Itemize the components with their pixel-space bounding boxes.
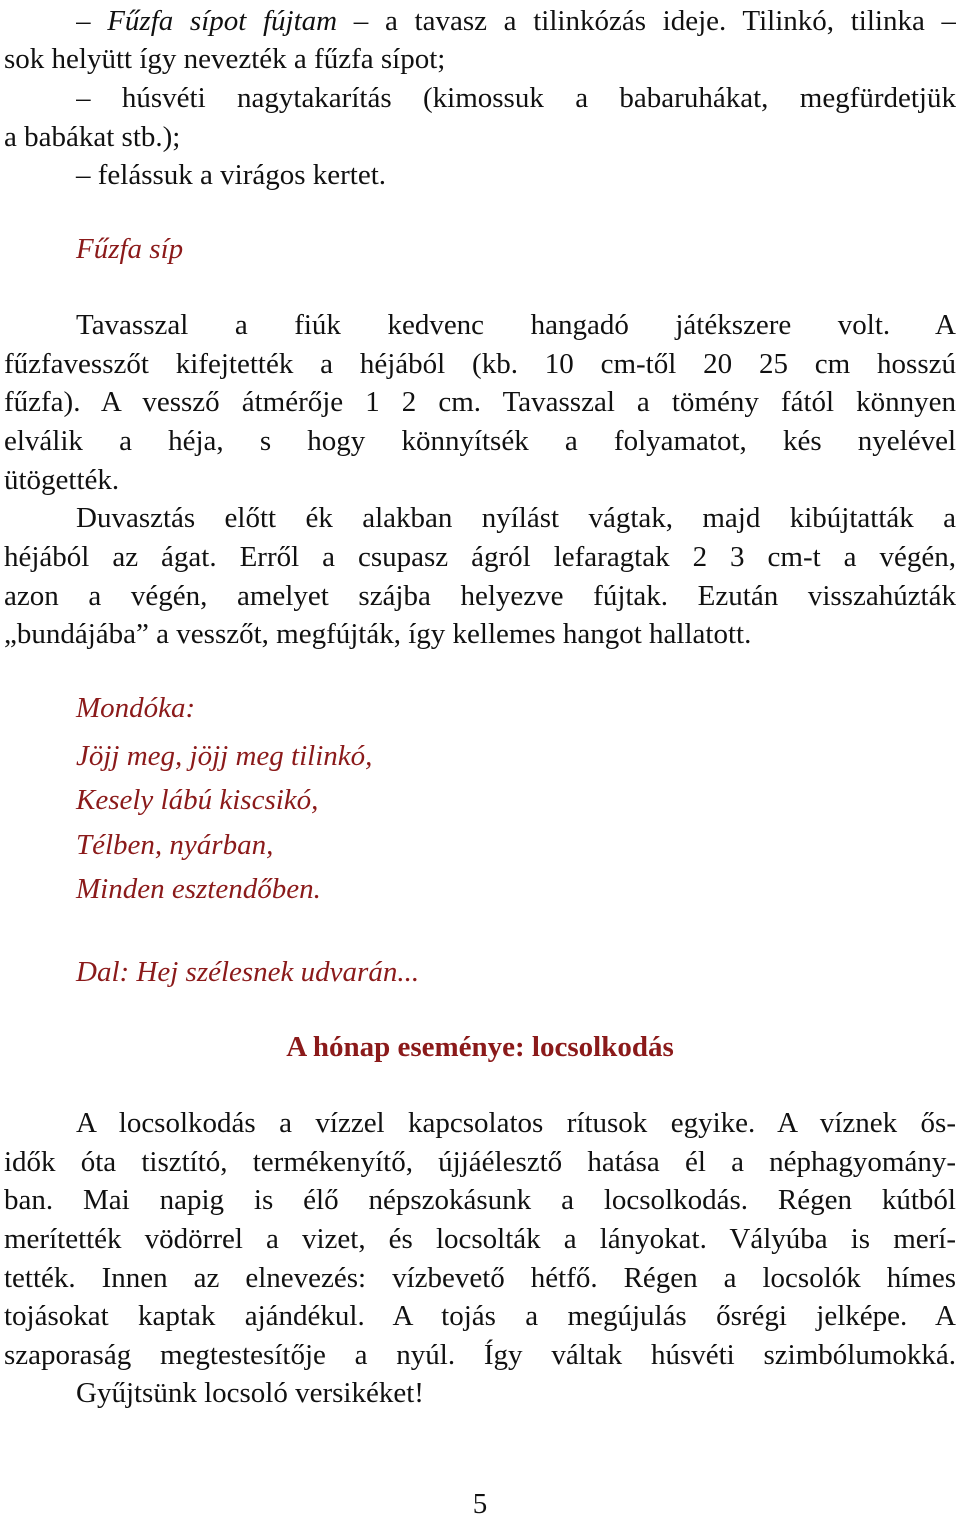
page-number: 5 <box>472 1488 488 1520</box>
mondoka-title: Mondóka: <box>76 692 196 724</box>
paragraph-line: ütögették. <box>4 464 120 496</box>
poem-line: Télben, nyárban, <box>76 829 274 861</box>
paragraph-line: szaporaság megtestesítője a nyúl. Így váltak húsvéti szimbólumokká. <box>4 1339 956 1371</box>
paragraph-line: merítették vödörrel a vizet, és locsolták a lányokat. Vályúba is merí- <box>4 1223 956 1255</box>
list-item-1-title: Fűzfa sípot fújtam <box>107 5 338 37</box>
list-item-2: – húsvéti nagytakarítás (kimossuk a babaruhákat, megfürdetjük <box>76 82 956 114</box>
paragraph-line: ban. Mai napig is élő népszokásunk a locsolkodás. Régen kútból <box>4 1184 956 1216</box>
paragraph-line: idők óta tisztító, termékenyítő, újjáélesztő hatása él a néphagyomány- <box>4 1146 956 1178</box>
paragraph-line: tették. Innen az elnevezés: vízbevető hétfő. Régen a locsolók hímes <box>4 1262 956 1294</box>
list-item-1-line2: sok helyütt így nevezték a fűzfa sípot; <box>4 43 446 75</box>
paragraph-line: Duvasztás előtt ék alakban nyílást vágtak, majd kibújtatták a <box>76 502 956 534</box>
month-event-heading: A hónap eseménye: locsolkodás <box>286 1031 674 1063</box>
paragraph-line: Gyűjtsünk locsoló versikéket! <box>76 1377 424 1409</box>
poem-line: Minden esztendőben. <box>76 873 321 905</box>
paragraph-line: fűzfa). A vessző átmérője 1 2 cm. Tavasszal a tömény fától könnyen <box>4 386 956 418</box>
list-item-1-text: – a tavasz a tilinkózás ideje. Tilinkó, tilinka – <box>337 5 956 37</box>
paragraph-line: Tavasszal a fiúk kedvenc hangadó játékszere volt. A <box>76 309 956 341</box>
paragraph-line: héjából az ágat. Erről a csupasz ágról lefaragtak 2 3 cm-t a végén, <box>4 541 956 573</box>
list-item-3: – felássuk a virágos kertet. <box>76 159 387 191</box>
paragraph-line: azon a végén, amelyet szájba helyezve fújtak. Ezután visszahúzták <box>4 580 956 612</box>
paragraph-line: fűzfavesszőt kifejtették a héjából (kb. 10 cm-től 20 25 cm hosszú <box>4 348 956 380</box>
list-item-1: – Fűzfa sípot fújtam – a tavasz a tilinkózás ideje. Tilinkó, tilinka – <box>76 5 956 37</box>
poem-line: Kesely lábú kiscsikó, <box>76 784 319 816</box>
paragraph-line: elválik a héja, s hogy könnyítsék a folyamatot, kés nyelével <box>4 425 956 457</box>
paragraph-line: „bundájába” a vesszőt, megfújták, így kellemes hangot hallatott. <box>4 618 752 650</box>
poem-line: Jöjj meg, jöjj meg tilinkó, <box>76 740 373 772</box>
song-title: Dal: Hej szélesnek udvarán... <box>76 956 420 988</box>
section-title-fuzfa-sip: Fűzfa síp <box>76 233 184 265</box>
paragraph-line: A locsolkodás a vízzel kapcsolatos rítusok egyike. A víznek ős- <box>76 1107 956 1139</box>
paragraph-line: tojásokat kaptak ajándékul. A tojás a megújulás ősrégi jelképe. A <box>4 1300 956 1332</box>
list-item-2-line2: a babákat stb.); <box>4 121 181 153</box>
